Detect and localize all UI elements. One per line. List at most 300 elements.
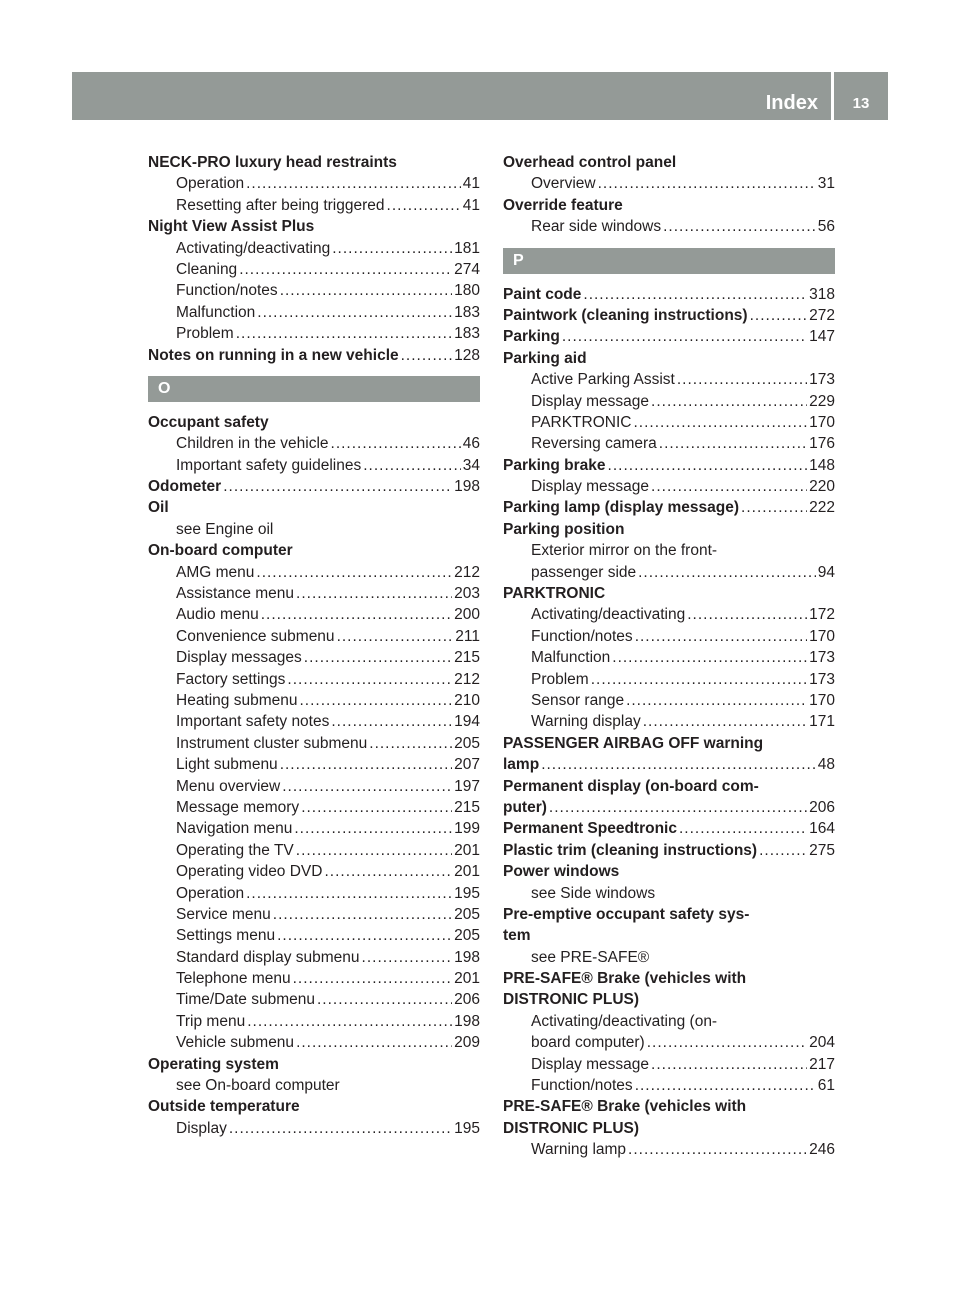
- entry-text: Permanent display (on-board com-: [503, 777, 759, 795]
- page-reference[interactable]: 212: [454, 563, 480, 581]
- entry-text: AMG menu: [176, 563, 255, 581]
- index-entry: [148, 540, 480, 561]
- entry-text: Settings menu: [176, 927, 276, 945]
- entry-text: see Side windows: [531, 884, 656, 902]
- index-subentry[interactable]: [503, 391, 835, 412]
- index-column-right: [503, 152, 835, 1161]
- index-subentry[interactable]: [503, 711, 835, 732]
- page-reference[interactable]: 275: [809, 841, 835, 859]
- page-reference[interactable]: 147: [809, 328, 835, 346]
- entry-text: Important safety notes: [176, 713, 330, 731]
- entry-text: DISTRONIC PLUS): [503, 1119, 640, 1137]
- index-entry: [503, 1096, 835, 1117]
- index-entry[interactable]: [503, 305, 835, 326]
- entry-text: Audio menu: [176, 606, 259, 624]
- page-reference[interactable]: 207: [454, 756, 480, 774]
- page-reference[interactable]: 195: [454, 884, 480, 902]
- page-reference[interactable]: 205: [454, 734, 480, 752]
- dot-leader: [401, 345, 453, 366]
- index-subentry[interactable]: [148, 626, 480, 647]
- page-reference[interactable]: 229: [809, 392, 835, 410]
- entry-text: NECK-PRO luxury head restraints: [148, 154, 397, 171]
- dot-leader: [257, 302, 452, 323]
- dot-leader: [628, 1139, 807, 1160]
- page-reference[interactable]: 212: [454, 670, 480, 688]
- page-reference[interactable]: 217: [809, 1055, 835, 1073]
- entry-text: Operation: [176, 884, 245, 902]
- entry-text: Problem: [531, 670, 589, 688]
- entry-text: Display message: [531, 1055, 650, 1073]
- page-reference[interactable]: 170: [809, 413, 835, 431]
- entry-text: tem: [503, 927, 531, 945]
- page-reference[interactable]: 181: [454, 239, 480, 257]
- page-reference[interactable]: 205: [454, 905, 480, 923]
- dot-leader: [277, 925, 452, 946]
- dot-leader: [293, 968, 453, 989]
- index-entry[interactable]: [503, 797, 835, 818]
- entry-text: passenger side: [531, 563, 637, 581]
- entry-text: On-board computer: [148, 542, 293, 560]
- index-subentry: [503, 947, 835, 968]
- entry-text: Problem: [176, 325, 234, 343]
- page-reference[interactable]: 173: [809, 371, 835, 389]
- letter-banner: P: [503, 248, 835, 274]
- entry-text: Parking lamp (display message): [503, 499, 740, 517]
- index-entry[interactable]: [503, 326, 835, 347]
- page-reference[interactable]: 194: [454, 713, 480, 731]
- index-subentry: [503, 540, 835, 561]
- index-subentry[interactable]: [503, 412, 835, 433]
- index-subentry[interactable]: [503, 216, 835, 237]
- entry-text: Operating video DVD: [176, 863, 323, 881]
- page-reference[interactable]: 148: [809, 456, 835, 474]
- entry-text: Standard display submenu: [176, 948, 360, 966]
- entry-text: Override feature: [503, 196, 623, 214]
- entry-text: Navigation menu: [176, 820, 293, 838]
- index-subentry[interactable]: [503, 1075, 835, 1096]
- index-entry: [503, 776, 835, 797]
- index-subentry[interactable]: [148, 840, 480, 861]
- entry-text: Operating system: [148, 1055, 279, 1073]
- entry-text: Exterior mirror on the front-: [531, 542, 718, 560]
- dot-leader: [280, 280, 452, 301]
- entry-text: Notes on running in a new vehicle: [148, 346, 399, 364]
- entry-text: Children in the vehicle: [176, 435, 329, 453]
- dot-leader: [256, 562, 452, 583]
- page-reference[interactable]: 56: [817, 218, 835, 236]
- page-reference[interactable]: 172: [809, 606, 835, 624]
- index-subentry[interactable]: [503, 1054, 835, 1075]
- index-subentry[interactable]: [503, 669, 835, 690]
- entry-text: Time/Date submenu: [176, 991, 315, 1009]
- page-reference[interactable]: 173: [809, 649, 835, 667]
- index-subentry[interactable]: [503, 604, 835, 625]
- page-reference[interactable]: 34: [462, 456, 480, 474]
- dot-leader: [677, 369, 807, 390]
- dot-leader: [583, 284, 807, 305]
- dot-leader: [643, 711, 807, 732]
- entry-text: Oil: [148, 499, 169, 517]
- entry-text: Power windows: [503, 863, 620, 881]
- index-subentry[interactable]: [148, 690, 480, 711]
- dot-leader: [541, 754, 816, 775]
- dot-leader: [651, 476, 807, 497]
- index-subentry[interactable]: [148, 280, 480, 301]
- entry-text: Heating submenu: [176, 691, 298, 709]
- index-entry[interactable]: [148, 345, 480, 366]
- page-reference[interactable]: 61: [817, 1077, 835, 1095]
- index-subentry[interactable]: [503, 690, 835, 711]
- entry-text: Parking: [503, 328, 560, 346]
- index-subentry[interactable]: [148, 904, 480, 925]
- dot-leader: [317, 989, 452, 1010]
- entry-text: Malfunction: [531, 649, 611, 667]
- index-subentry: [148, 1075, 480, 1096]
- page-reference[interactable]: 220: [809, 478, 835, 496]
- entry-text: Sensor range: [531, 691, 625, 709]
- entry-text: lamp: [503, 756, 540, 774]
- entry-text: Operation: [176, 175, 245, 193]
- page-reference[interactable]: 204: [809, 1034, 835, 1052]
- page-reference[interactable]: 183: [454, 303, 480, 321]
- index-subentry[interactable]: [148, 797, 480, 818]
- dot-leader: [324, 861, 452, 882]
- letter-banner: O: [148, 376, 480, 402]
- dot-leader: [282, 776, 452, 797]
- entry-text: Paint code: [503, 285, 582, 303]
- page-reference[interactable]: 48: [817, 756, 835, 774]
- index-subentry[interactable]: [148, 818, 480, 839]
- page-reference[interactable]: 180: [454, 282, 480, 300]
- dot-leader: [246, 883, 452, 904]
- entry-text: Cleaning: [176, 260, 238, 278]
- entry-text: Operating the TV: [176, 841, 294, 859]
- dot-leader: [332, 238, 452, 259]
- index-subentry[interactable]: [148, 455, 480, 476]
- entry-text: Assistance menu: [176, 585, 295, 603]
- page-reference[interactable]: 176: [809, 435, 835, 453]
- page-reference[interactable]: 209: [454, 1034, 480, 1052]
- dot-leader: [331, 433, 461, 454]
- dot-leader: [633, 412, 807, 433]
- dot-leader: [651, 391, 807, 412]
- dot-leader: [651, 1054, 807, 1075]
- page-header: [72, 72, 888, 120]
- page-reference[interactable]: 222: [809, 499, 835, 517]
- page-reference[interactable]: 203: [454, 585, 480, 603]
- index-subentry[interactable]: [148, 861, 480, 882]
- dot-leader: [741, 497, 807, 518]
- entry-text: Reversing camera: [531, 435, 657, 453]
- dot-leader: [239, 259, 452, 280]
- index-subentry[interactable]: [148, 1011, 480, 1032]
- dot-leader: [759, 840, 807, 861]
- entry-text: Trip menu: [176, 1012, 246, 1030]
- dot-leader: [287, 669, 452, 690]
- index-subentry[interactable]: [503, 562, 835, 583]
- index-entry[interactable]: [503, 840, 835, 861]
- index-entry: [503, 904, 835, 925]
- page-reference[interactable]: 205: [454, 927, 480, 945]
- page-reference[interactable]: 41: [462, 196, 480, 214]
- entry-text: Parking aid: [503, 349, 587, 367]
- page-reference[interactable]: 170: [809, 691, 835, 709]
- index-subentry[interactable]: [148, 733, 480, 754]
- entry-text: Vehicle submenu: [176, 1034, 295, 1052]
- index-entry: [503, 519, 835, 540]
- entry-text: Activating/deactivating (on-: [531, 1012, 718, 1030]
- dot-leader: [663, 216, 816, 237]
- index-subentry[interactable]: [148, 604, 480, 625]
- dot-leader: [301, 797, 452, 818]
- index-subentry[interactable]: [148, 302, 480, 323]
- dot-leader: [296, 840, 452, 861]
- page-reference[interactable]: 215: [454, 649, 480, 667]
- index-entry: [503, 583, 835, 604]
- index-entry: [148, 1054, 480, 1075]
- index-subentry[interactable]: [148, 925, 480, 946]
- page-reference[interactable]: 200: [454, 606, 480, 624]
- index-subentry[interactable]: [503, 476, 835, 497]
- page-reference[interactable]: 206: [809, 798, 835, 816]
- index-subentry[interactable]: [148, 1032, 480, 1053]
- page-reference[interactable]: 46: [462, 435, 480, 453]
- index-subentry[interactable]: [148, 968, 480, 989]
- entry-text: Outside temperature: [148, 1098, 300, 1116]
- dot-leader: [647, 1032, 807, 1053]
- index-entry: [148, 412, 480, 433]
- entry-text: Important safety guidelines: [176, 456, 362, 474]
- page-reference[interactable]: 210: [454, 691, 480, 709]
- index-subentry[interactable]: [148, 947, 480, 968]
- entry-text: Malfunction: [176, 303, 256, 321]
- entry-text: Display message: [531, 392, 650, 410]
- entry-text: Activating/deactivating: [176, 239, 331, 257]
- page-reference[interactable]: 183: [454, 325, 480, 343]
- page-number: 13: [852, 95, 870, 112]
- page-reference[interactable]: 173: [809, 670, 835, 688]
- entry-text: PARKTRONIC: [531, 413, 632, 431]
- dot-leader: [296, 583, 452, 604]
- page-reference[interactable]: 211: [455, 627, 480, 645]
- entry-text: Occupant safety: [148, 413, 269, 431]
- index-subentry[interactable]: [503, 369, 835, 390]
- page-reference[interactable]: 41: [462, 175, 480, 193]
- entry-text: Menu overview: [176, 777, 281, 795]
- index-entry[interactable]: [503, 455, 835, 476]
- index-subentry[interactable]: [503, 647, 835, 668]
- entry-text: Odometer: [148, 478, 222, 496]
- entry-text: Warning display: [531, 713, 641, 731]
- dot-leader: [223, 476, 452, 497]
- index-entry: [503, 348, 835, 369]
- dot-leader: [280, 754, 452, 775]
- entry-text: Activating/deactivating: [531, 606, 686, 624]
- entry-text: Overview: [531, 175, 596, 193]
- index-entry: [148, 1096, 480, 1117]
- index-entry: [503, 968, 835, 989]
- entry-text: Parking position: [503, 520, 625, 538]
- index-subentry: [503, 883, 835, 904]
- entry-text: Function/notes: [531, 1077, 633, 1095]
- page-reference[interactable]: 272: [809, 306, 835, 324]
- page-reference[interactable]: 31: [817, 175, 835, 193]
- index-entry: [503, 861, 835, 882]
- page-reference[interactable]: 164: [809, 820, 835, 838]
- index-subentry[interactable]: [148, 669, 480, 690]
- dot-leader: [294, 818, 452, 839]
- entry-text: see Engine oil: [176, 520, 274, 538]
- page-reference[interactable]: 128: [454, 346, 480, 364]
- index-subentry[interactable]: [148, 323, 480, 344]
- index-entry: [503, 733, 835, 754]
- entry-text: Telephone menu: [176, 970, 291, 988]
- dot-leader: [369, 733, 452, 754]
- dot-leader: [387, 195, 461, 216]
- dot-leader: [659, 433, 807, 454]
- dot-leader: [635, 626, 807, 647]
- index-subentry: [148, 519, 480, 540]
- page-reference[interactable]: 201: [454, 970, 480, 988]
- dot-leader: [247, 1011, 452, 1032]
- entry-text: Function/notes: [531, 627, 633, 645]
- page-reference[interactable]: 94: [817, 563, 835, 581]
- page-reference[interactable]: 246: [809, 1141, 835, 1159]
- entry-text: Parking brake: [503, 456, 606, 474]
- page-reference[interactable]: 195: [454, 1119, 480, 1137]
- dot-leader: [562, 326, 807, 347]
- index-subentry[interactable]: [148, 195, 480, 216]
- dot-leader: [261, 604, 452, 625]
- index-subentry[interactable]: [148, 238, 480, 259]
- index-subentry[interactable]: [503, 1032, 835, 1053]
- index-subentry[interactable]: [148, 989, 480, 1010]
- page-reference[interactable]: 198: [454, 1012, 480, 1030]
- dot-leader: [750, 305, 808, 326]
- entry-text: Plastic trim (cleaning instructions): [503, 841, 758, 859]
- dot-leader: [362, 947, 453, 968]
- entry-text: Light submenu: [176, 756, 278, 774]
- entry-text: puter): [503, 798, 547, 816]
- index-entry[interactable]: [503, 497, 835, 518]
- dot-leader: [687, 604, 807, 625]
- entry-text: Factory settings: [176, 670, 286, 688]
- entry-text: Message memory: [176, 798, 300, 816]
- dot-leader: [304, 647, 452, 668]
- page-reference[interactable]: 206: [454, 991, 480, 1009]
- index-entry[interactable]: [503, 818, 835, 839]
- dot-leader: [229, 1118, 452, 1139]
- page-reference[interactable]: 171: [809, 713, 835, 731]
- dot-leader: [638, 562, 816, 583]
- index-subentry[interactable]: [148, 1118, 480, 1139]
- entry-text: PRE-SAFE® Brake (vehicles with: [503, 1098, 747, 1116]
- index-subentry[interactable]: [148, 883, 480, 904]
- dot-leader: [635, 1075, 816, 1096]
- dot-leader: [679, 818, 807, 839]
- dot-leader: [591, 669, 807, 690]
- page-reference[interactable]: 199: [454, 820, 480, 838]
- entry-text: Rear side windows: [531, 218, 662, 236]
- index-subentry[interactable]: [148, 711, 480, 732]
- index-entry: [503, 925, 835, 946]
- entry-text: Permanent Speedtronic: [503, 820, 677, 838]
- entry-text: Convenience submenu: [176, 627, 335, 645]
- entry-text: board computer): [531, 1034, 645, 1052]
- entry-text: PARKTRONIC: [503, 585, 606, 603]
- page-reference[interactable]: 215: [454, 798, 480, 816]
- index-entry[interactable]: [503, 754, 835, 775]
- dot-leader: [300, 690, 453, 711]
- entry-text: Display messages: [176, 649, 302, 667]
- entry-text: Display message: [531, 478, 650, 496]
- page-reference[interactable]: 198: [454, 478, 480, 496]
- index-subentry[interactable]: [503, 1139, 835, 1160]
- entry-text: Instrument cluster submenu: [176, 734, 368, 752]
- index-subentry[interactable]: [148, 173, 480, 194]
- index-entry: [148, 152, 480, 173]
- entry-text: Function/notes: [176, 282, 278, 300]
- page-reference[interactable]: 318: [809, 285, 835, 303]
- page-reference[interactable]: 170: [809, 627, 835, 645]
- entry-text: Paintwork (cleaning instructions): [503, 306, 748, 324]
- index-subentry[interactable]: [148, 583, 480, 604]
- page-reference[interactable]: 201: [454, 841, 480, 859]
- dot-leader: [608, 455, 808, 476]
- entry-text: see On-board computer: [176, 1077, 340, 1095]
- entry-text: Active Parking Assist: [531, 371, 675, 389]
- section-title: Index: [765, 92, 818, 114]
- entry-text: Overhead control panel: [503, 154, 677, 171]
- page-reference[interactable]: 197: [454, 777, 480, 795]
- index-subentry[interactable]: [148, 433, 480, 454]
- dot-leader: [612, 647, 807, 668]
- page-reference[interactable]: 198: [454, 948, 480, 966]
- entry-text: PASSENGER AIRBAG OFF warning: [503, 734, 764, 752]
- index-column-left: [148, 152, 480, 1139]
- index-subentry[interactable]: [148, 754, 480, 775]
- index-subentry[interactable]: [503, 626, 835, 647]
- index-entry: [503, 152, 835, 173]
- index-subentry[interactable]: [148, 259, 480, 280]
- page-reference[interactable]: 201: [454, 863, 480, 881]
- dot-leader: [549, 797, 807, 818]
- index-subentry[interactable]: [148, 776, 480, 797]
- index-entry[interactable]: [148, 476, 480, 497]
- entry-text: see PRE-SAFE®: [531, 948, 650, 966]
- index-entry[interactable]: [503, 284, 835, 305]
- entry-text: Display: [176, 1119, 227, 1137]
- dot-leader: [273, 904, 452, 925]
- index-entry: [503, 195, 835, 216]
- index-subentry[interactable]: [503, 433, 835, 454]
- entry-text: Night View Assist Plus: [148, 218, 315, 236]
- index-subentry[interactable]: [503, 173, 835, 194]
- page-reference[interactable]: 274: [454, 260, 480, 278]
- index-entry: [503, 989, 835, 1010]
- index-subentry[interactable]: [148, 647, 480, 668]
- dot-leader: [626, 690, 807, 711]
- entry-text: Service menu: [176, 905, 271, 923]
- dot-leader: [246, 173, 461, 194]
- dot-leader: [331, 711, 452, 732]
- dot-leader: [363, 455, 461, 476]
- index-subentry[interactable]: [148, 562, 480, 583]
- entry-text: Resetting after being triggered: [176, 196, 385, 214]
- entry-text: Pre-emptive occupant safety sys-: [503, 905, 750, 923]
- index-entry: [503, 1118, 835, 1139]
- index-entry: [148, 497, 480, 518]
